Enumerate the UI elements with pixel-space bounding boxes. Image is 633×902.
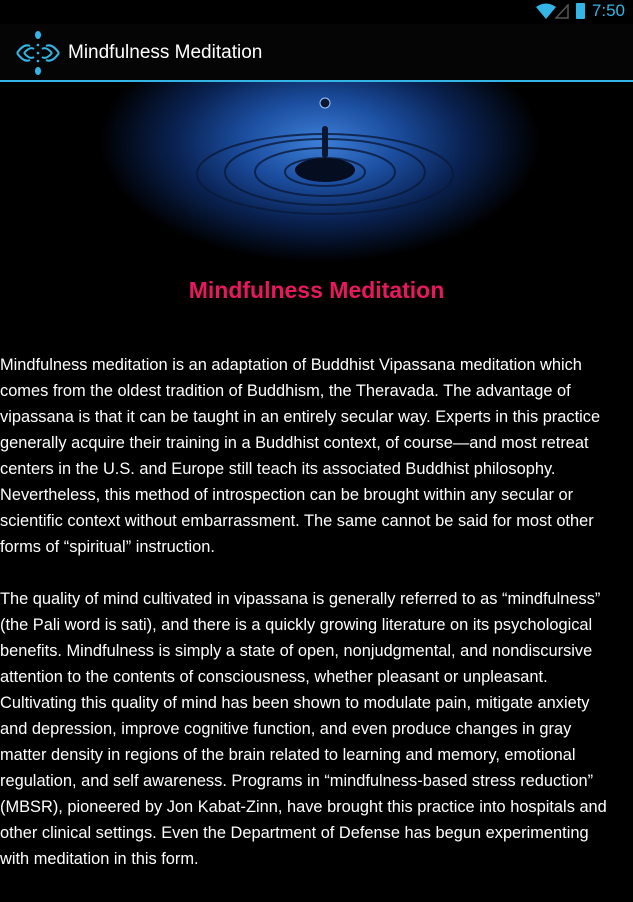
- signal-icon: [555, 4, 569, 19]
- text-line: attention to the contents of consciousness, whether pleasant or unpleasant.: [0, 668, 548, 686]
- status-time: 7:50: [591, 1, 625, 20]
- text-line: Cultivating this quality of mind has been shown to modulate pain, mitigate anxiety: [0, 694, 590, 712]
- text-line: The quality of mind cultivated in vipassana is generally referred to as “mindfulness”: [0, 590, 601, 608]
- paragraph-2: [0, 586, 633, 872]
- water-drop-image: [0, 82, 633, 262]
- text-line: generally acquire their training in a Buddhist context, of course—and most retreat: [0, 434, 589, 452]
- paragraph-1: [0, 352, 633, 560]
- text-line: comes from the oldest tradition of Buddhism, the Theravada. The advantage of: [0, 382, 571, 400]
- text-line: vipassana is that it can be taught in an entirely secular way. Experts in this practice: [0, 408, 601, 426]
- text-line: Mindfulness meditation is an adaptation of Buddhist Vipassana meditation which: [0, 356, 582, 374]
- text-line: Nevertheless, this method of introspection can be brought within any secular or: [0, 486, 574, 504]
- article-body: [0, 352, 633, 898]
- app-title: Mindfulness Meditation: [68, 42, 263, 63]
- text-line: regulation, and self awareness. Programs in “mindfulness-based stress reduction”: [0, 772, 594, 790]
- text-line: centers in the U.S. and Europe still teach its associated Buddhist philosophy.: [0, 460, 556, 478]
- ripple-illustration: [0, 82, 633, 262]
- text-line: benefits. Mindfulness is simply a state of open, nonjudgmental, and nondiscursive: [0, 642, 593, 660]
- text-line: with meditation in this form.: [0, 850, 199, 868]
- battery-charging-icon: [576, 3, 585, 19]
- text-line: (MBSR), pioneered by Jon Kabat-Zinn, have brought this practice into hospitals and: [0, 798, 607, 816]
- action-bar: [0, 24, 633, 82]
- text-line: other clinical settings. Even the Department of Defense has begun experimenting: [0, 824, 589, 842]
- status-bar: [0, 0, 633, 24]
- text-line: matter density in regions of the brain related to learning and memory, emotional: [0, 746, 576, 764]
- text-line: scientific context without embarrassment. The same cannot be said for most other: [0, 512, 594, 530]
- app-logo-icon[interactable]: [14, 30, 62, 76]
- text-line: (the Pali word is sati), and there is a quickly growing literature on its psychological: [0, 616, 593, 634]
- text-line: and depression, improve cognitive function, and even produce changes in gray: [0, 720, 572, 738]
- wifi-icon: [536, 3, 556, 19]
- article-heading: Mindfulness Meditation: [188, 277, 445, 303]
- text-line: forms of “spiritual” instruction.: [0, 538, 215, 556]
